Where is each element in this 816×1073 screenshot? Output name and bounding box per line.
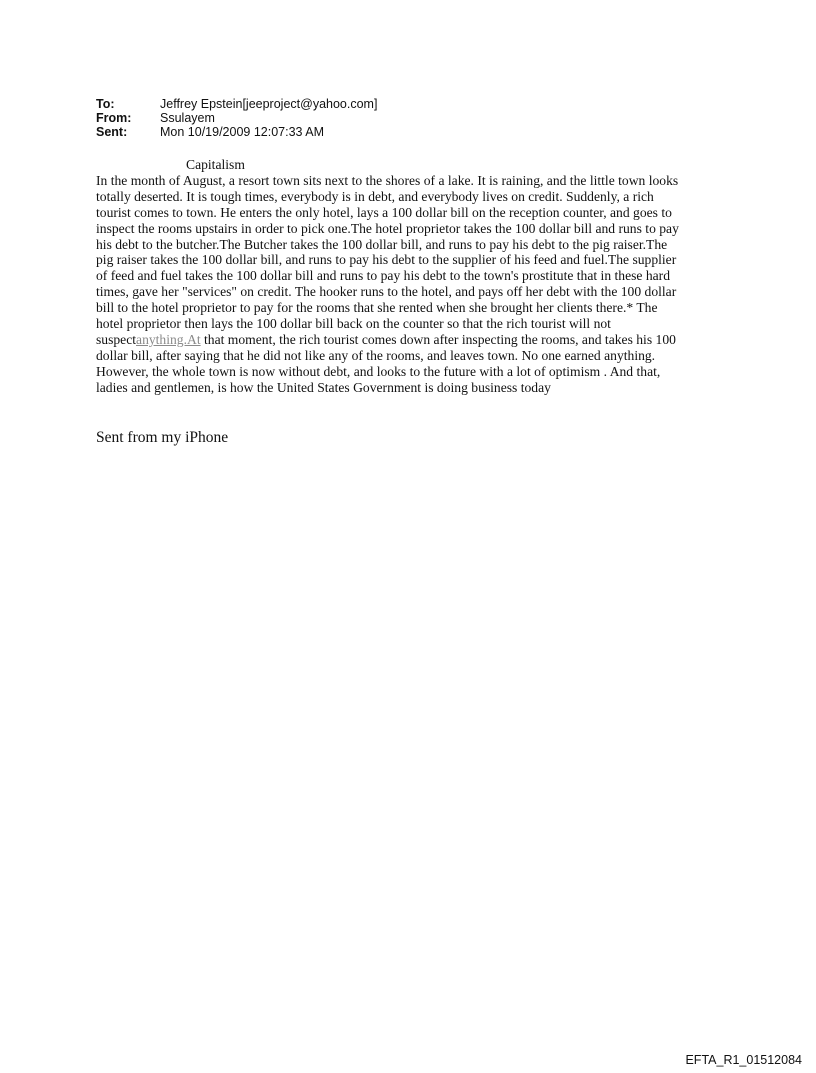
body-line: totally deserted. It is tough times, everybody is in debt, and everybody lives on credit. Suddenly, a rich [96, 188, 654, 204]
email-signature: Sent from my iPhone [96, 429, 229, 446]
body-line: inspect the rooms upstairs in order to pick one.The hotel proprietor takes the 100 dollar bill and runs to pay [96, 220, 679, 236]
body-line: bill to the hotel proprietor to pay for the rooms that she rented when she brought her clients there.* The [96, 300, 658, 316]
email-header [96, 97, 377, 139]
body-line: his debt to the butcher.The Butcher takes the 100 dollar bill, and runs to pay his debt to the pig raiser.The [96, 236, 668, 252]
body-line: dollar bill, after saying that he did not like any of the rooms, and leaves town. No one earned anything. [96, 347, 656, 363]
body-line: tourist comes to town. He enters the only hotel, lays a 100 dollar bill on the reception counter, and goes to [96, 204, 672, 220]
from-row [96, 111, 377, 125]
body-line: of feed and fuel takes the 100 dollar bill and runs to pay his debt to the town's prostitute that in these hard [96, 268, 671, 284]
to-row [96, 97, 377, 111]
from-value: Ssulayem [160, 111, 215, 125]
email-body [96, 173, 736, 395]
body-link[interactable]: anything.At [136, 331, 201, 347]
document-id: EFTA_R1_01512084 [685, 1053, 802, 1067]
body-line: However, the whole town is now without debt, and looks to the future with a lot of optimism . And that, [96, 363, 661, 379]
to-label: To: [96, 97, 115, 111]
to-value: Jeffrey Epstein[jeeproject@yahoo.com] [160, 97, 378, 111]
email-subject: Capitalism [186, 157, 245, 172]
body-line: times, gave her "services" on credit. The hooker runs to the hotel, and pays off her debt with the 100 dollar [96, 284, 677, 300]
body-line: hotel proprietor then lays the 100 dollar bill back on the counter so that the rich tourist will not [96, 316, 611, 332]
sent-value: Mon 10/19/2009 12:07:33 AM [160, 125, 325, 139]
body-line-with-link [96, 332, 736, 348]
body-line: pig raiser takes the 100 dollar bill, and runs to pay his debt to the supplier of his feed and fuel.The supplier [96, 252, 677, 268]
body-line: ladies and gentlemen, is how the United States Government is doing business today [96, 379, 551, 395]
body-text-fragment: that moment, the rich tourist comes down after inspecting the rooms, and takes his 100 [200, 331, 676, 347]
sent-row [96, 125, 377, 139]
from-label: From: [96, 111, 132, 125]
body-text-fragment: suspect [96, 331, 137, 347]
sent-label: Sent: [96, 125, 128, 139]
body-line: In the month of August, a resort town sits next to the shores of a lake. It is raining, and the little town looks [96, 173, 679, 188]
